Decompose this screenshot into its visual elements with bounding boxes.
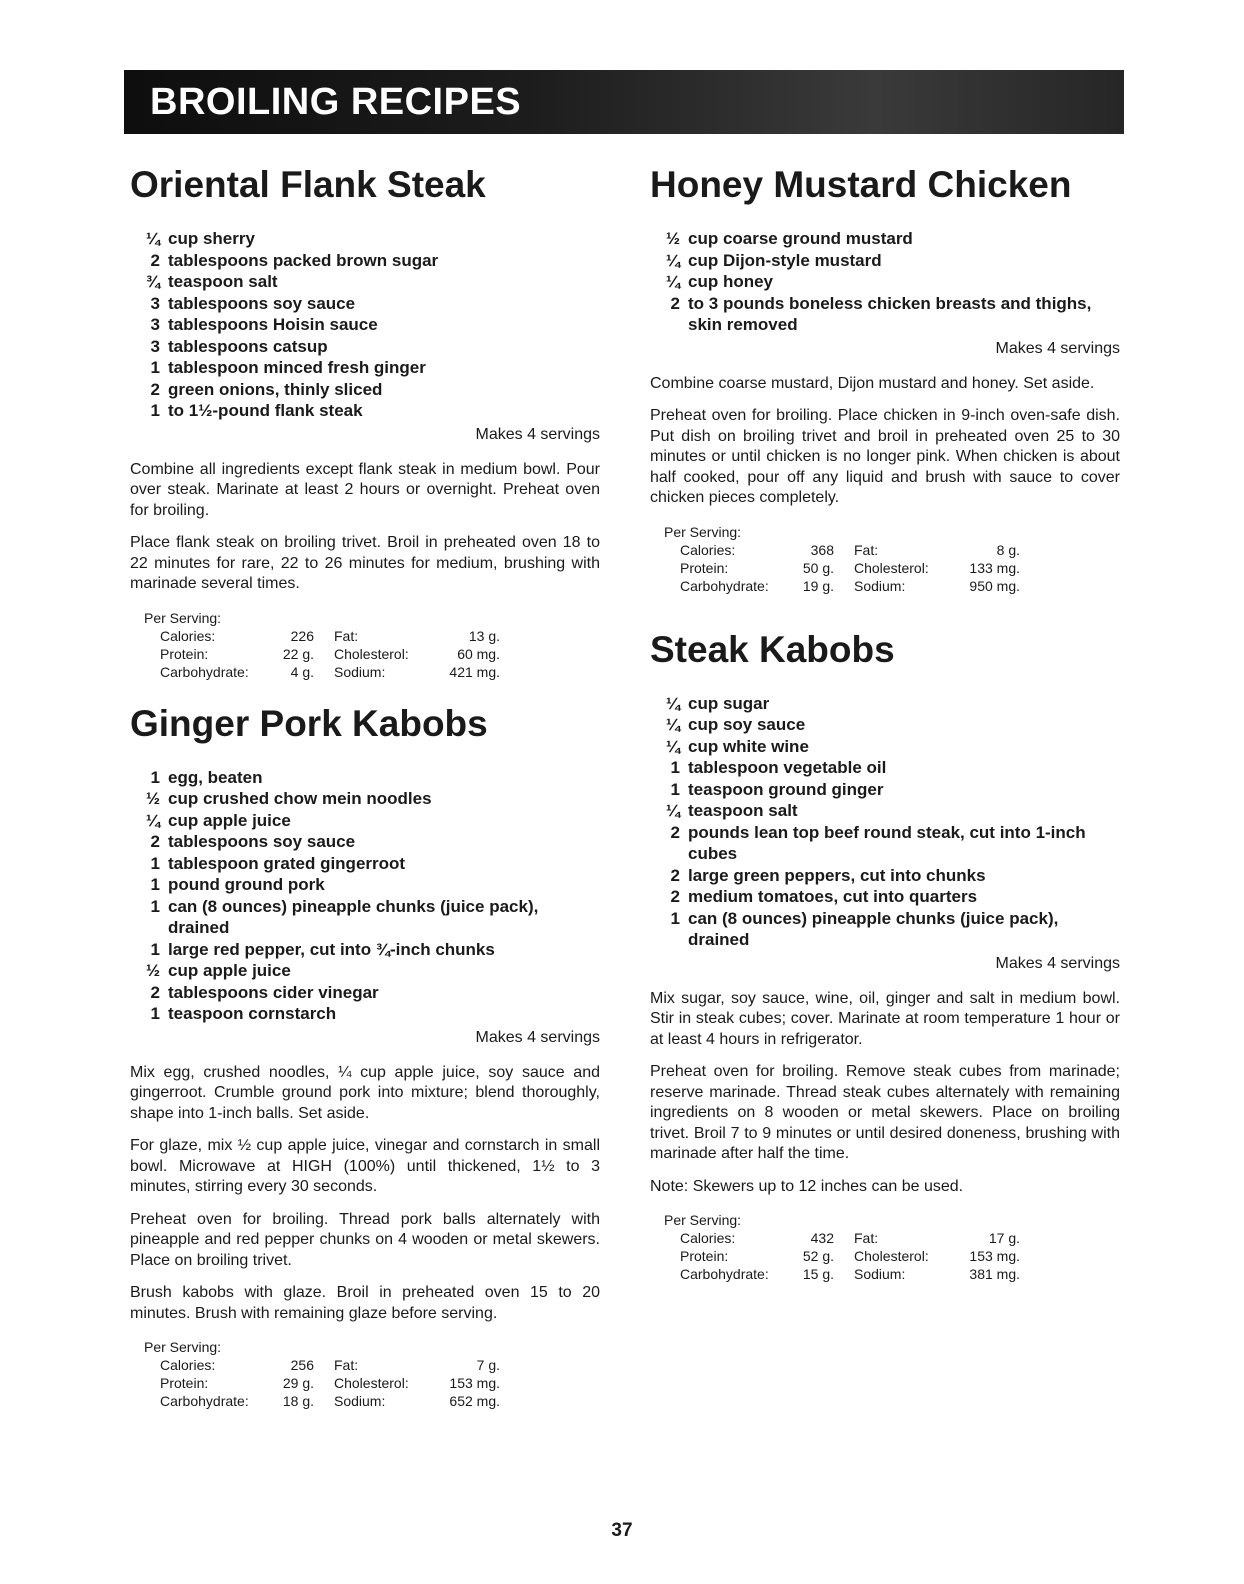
ingredient-text: large red pepper, cut into ¾-inch chunks bbox=[168, 939, 495, 959]
ingredient-amount: 1 bbox=[150, 896, 160, 916]
ingredient-item bbox=[130, 810, 600, 832]
right-column bbox=[650, 160, 1120, 1283]
page-number: 37 bbox=[611, 1520, 633, 1541]
ingredient-text: cup Dijon-style mustard bbox=[688, 250, 882, 270]
ingredient-text: green onions, thinly sliced bbox=[168, 379, 383, 399]
ingredient-item bbox=[650, 293, 1120, 336]
ingredient-text: to 3 pounds boneless chicken breasts and thighs, skin removed bbox=[688, 293, 1092, 334]
ingredient-item bbox=[650, 693, 1120, 715]
ingredient-text: teaspoon salt bbox=[168, 272, 278, 291]
nutrition-cell: 256 bbox=[290, 1357, 314, 1373]
nutrition-row bbox=[650, 1265, 1120, 1283]
ingredient-item bbox=[130, 228, 600, 250]
nutrition-cell: 153 mg. bbox=[449, 1375, 500, 1391]
ingredient-text: tablespoons soy sauce bbox=[168, 832, 356, 851]
nutrition-header: Per Serving: bbox=[144, 1339, 222, 1355]
nutrition-row bbox=[650, 1247, 1120, 1265]
ingredient-item bbox=[130, 831, 600, 853]
ingredient-amount: 2 bbox=[670, 293, 680, 313]
ingredient-item bbox=[130, 874, 600, 896]
ingredient-list bbox=[650, 228, 1120, 336]
ingredient-item bbox=[650, 228, 1120, 250]
ingredient-item bbox=[650, 271, 1120, 293]
nutrition-cell: 18 g. bbox=[282, 1393, 314, 1409]
ingredient-text: can (8 ounces) pineapple chunks (juice pack), drained bbox=[688, 908, 1059, 949]
ingredient-text: pound ground pork bbox=[168, 875, 325, 894]
recipe-title: Steak Kabobs bbox=[650, 628, 895, 670]
nutrition-cell: 17 g. bbox=[988, 1230, 1020, 1246]
ingredient-text: cup crushed chow mein noodles bbox=[168, 789, 432, 808]
nutrition-cell: Fat: bbox=[854, 541, 879, 558]
ingredient-amount: 1 bbox=[670, 908, 680, 928]
nutrition-row bbox=[650, 559, 1120, 577]
ingredient-amount: ¼ bbox=[665, 715, 680, 734]
ingredient-amount: 1 bbox=[150, 853, 160, 873]
nutrition-cell: 368 bbox=[810, 541, 834, 558]
instructions bbox=[650, 989, 1120, 1165]
ingredient-item bbox=[130, 293, 600, 315]
note-label: Note: bbox=[650, 1177, 689, 1195]
ingredient-amount: 2 bbox=[150, 250, 160, 270]
nutrition-cell: 432 bbox=[810, 1230, 834, 1246]
instructions bbox=[650, 374, 1120, 509]
ingredient-amount: 2 bbox=[670, 865, 680, 885]
nutrition-row bbox=[650, 541, 1120, 559]
ingredient-amount: 2 bbox=[670, 822, 680, 842]
ingredient-text: to 1½-pound flank steak bbox=[168, 401, 363, 420]
ingredient-amount: 1 bbox=[150, 939, 160, 959]
ingredient-amount: 2 bbox=[150, 379, 160, 399]
nutrition-row bbox=[130, 645, 600, 663]
ingredient-text: tablespoons cider vinegar bbox=[168, 982, 379, 1002]
ingredient-text: can (8 ounces) pineapple chunks (juice pack), drained bbox=[168, 896, 539, 937]
servings-yield: Makes 4 servings bbox=[995, 954, 1120, 972]
note bbox=[650, 1177, 1120, 1198]
ingredient-item bbox=[130, 357, 600, 379]
nutrition-cell: Cholesterol: bbox=[854, 1248, 929, 1264]
ingredient-text: pounds lean top beef round steak, cut into 1-inch cubes bbox=[688, 822, 1086, 863]
section-banner bbox=[124, 70, 1124, 134]
ingredient-amount: ¼ bbox=[145, 810, 160, 830]
ingredient-amount: 1 bbox=[150, 358, 160, 377]
nutrition-cell: Carbohydrate: bbox=[160, 663, 249, 680]
servings-yield: Makes 4 servings bbox=[995, 339, 1120, 357]
ingredient-text: tablespoons Hoisin sauce bbox=[168, 315, 378, 334]
ingredient-item bbox=[130, 400, 600, 422]
nutrition-cell: 153 mg. bbox=[969, 1248, 1020, 1264]
instruction-step: Mix egg, crushed noodles, ¼ cup apple juice, soy sauce and gingerroot. Crumble ground pork into mixture; blend thoroughly, shape into 1-inch balls. Set aside. bbox=[130, 1063, 600, 1122]
ingredient-amount: 2 bbox=[150, 982, 160, 1002]
ingredient-text: cup soy sauce bbox=[688, 715, 806, 734]
ingredient-item bbox=[130, 853, 600, 875]
nutrition-cell: Carbohydrate: bbox=[680, 1266, 769, 1282]
ingredient-amount: ¼ bbox=[665, 250, 680, 270]
instruction-step: Preheat oven for broiling. Remove steak cubes from marinade; reserve marinade. Thread steak cubes alternately with remaining ingredients on 8 wooden or metal skewers. Place on broiling trivet. Broil 7 to 9 minutes or until desired doneness, brushing with marinade after half the time. bbox=[650, 1063, 1120, 1162]
nutrition-cell: Protein: bbox=[160, 645, 209, 662]
nutrition-cell: Fat: bbox=[334, 627, 359, 644]
nutrition-cell: Calories: bbox=[160, 627, 216, 644]
ingredient-amount: 3 bbox=[150, 336, 160, 356]
ingredient-item bbox=[650, 886, 1120, 908]
nutrition-cell: 133 mg. bbox=[969, 559, 1020, 576]
instruction-step: For glaze, mix ½ cup apple juice, vinegar and cornstarch in small bowl. Microwave at HIGH (100%) until thickened, 1½ to 3 minutes, stirring every 30 seconds. bbox=[130, 1137, 600, 1195]
nutrition-cell: Calories: bbox=[680, 541, 736, 558]
ingredient-text: tablespoon vegetable oil bbox=[688, 758, 887, 777]
nutrition-cell: 421 mg. bbox=[449, 663, 500, 680]
ingredient-text: tablespoons packed brown sugar bbox=[168, 250, 439, 270]
ingredient-amount: 1 bbox=[150, 401, 160, 420]
nutrition-table bbox=[130, 609, 600, 681]
ingredient-list bbox=[650, 693, 1120, 951]
ingredient-item bbox=[130, 767, 600, 789]
note-text: Skewers up to 12 inches can be used. bbox=[692, 1177, 964, 1195]
ingredient-text: teaspoon ground ginger bbox=[688, 779, 884, 799]
ingredient-text: tablespoon minced fresh ginger bbox=[168, 358, 426, 377]
ingredient-amount: ¼ bbox=[665, 736, 680, 756]
nutrition-row bbox=[130, 1392, 600, 1410]
ingredient-item bbox=[130, 960, 600, 982]
nutrition-row bbox=[650, 1229, 1120, 1247]
instruction-step: Combine all ingredients except flank steak in medium bowl. Pour over steak. Marinate at least 2 hours or overnight. Preheat oven for broiling. bbox=[130, 460, 600, 519]
ingredient-text: egg, beaten bbox=[168, 767, 263, 787]
nutrition-cell: Sodium: bbox=[334, 1393, 386, 1409]
nutrition-cell: Cholesterol: bbox=[334, 1375, 409, 1391]
ingredient-text: cup honey bbox=[688, 272, 774, 291]
nutrition-cell: Protein: bbox=[160, 1375, 209, 1391]
ingredient-amount: 1 bbox=[150, 875, 160, 894]
nutrition-cell: 652 mg. bbox=[449, 1393, 500, 1409]
nutrition-table bbox=[650, 1211, 1120, 1283]
nutrition-cell: 60 mg. bbox=[457, 645, 500, 662]
nutrition-cell: 52 g. bbox=[802, 1248, 834, 1264]
nutrition-row bbox=[130, 1374, 600, 1392]
ingredient-amount: ¼ bbox=[665, 693, 680, 713]
ingredient-amount: 1 bbox=[670, 779, 680, 799]
ingredient-text: teaspoon salt bbox=[688, 801, 798, 820]
nutrition-cell: 8 g. bbox=[996, 541, 1020, 558]
ingredient-item bbox=[650, 822, 1120, 865]
recipe-ginger-pork-kabobs bbox=[130, 699, 600, 1411]
ingredient-text: cup sugar bbox=[688, 693, 770, 713]
nutrition-header: Per Serving: bbox=[664, 1212, 742, 1228]
ingredient-amount: 1 bbox=[670, 758, 680, 777]
ingredient-amount: 2 bbox=[150, 832, 160, 851]
ingredient-item bbox=[650, 908, 1120, 951]
recipe-oriental-flank-steak bbox=[130, 160, 600, 681]
ingredient-amount: 1 bbox=[150, 1004, 160, 1023]
recipe-steak-kabobs bbox=[650, 625, 1120, 1284]
nutrition-cell: Calories: bbox=[680, 1230, 736, 1246]
nutrition-cell: 7 g. bbox=[476, 1357, 500, 1373]
nutrition-cell: 29 g. bbox=[282, 1375, 314, 1391]
recipe-title: Oriental Flank Steak bbox=[130, 164, 486, 205]
ingredient-item bbox=[130, 939, 600, 961]
ingredient-item bbox=[650, 865, 1120, 887]
ingredient-amount: ½ bbox=[665, 229, 680, 248]
ingredient-item bbox=[130, 379, 600, 401]
nutrition-cell: Carbohydrate: bbox=[680, 577, 769, 594]
nutrition-cell: Cholesterol: bbox=[334, 645, 409, 662]
nutrition-cell: Fat: bbox=[854, 1230, 879, 1246]
nutrition-cell: 4 g. bbox=[290, 663, 314, 680]
nutrition-row bbox=[130, 627, 600, 645]
nutrition-cell: Sodium: bbox=[334, 663, 386, 680]
ingredient-text: cup sherry bbox=[168, 229, 255, 248]
ingredient-amount: ¼ bbox=[665, 801, 680, 820]
nutrition-table bbox=[130, 1338, 600, 1410]
ingredient-text: large green peppers, cut into chunks bbox=[688, 865, 986, 885]
recipe-title: Honey Mustard Chicken bbox=[650, 164, 1072, 205]
ingredient-text: tablespoons soy sauce bbox=[168, 293, 356, 313]
ingredient-text: tablespoon grated gingerroot bbox=[168, 853, 406, 873]
nutrition-cell: 226 bbox=[290, 627, 314, 644]
ingredient-list bbox=[130, 228, 600, 422]
nutrition-cell: Carbohydrate: bbox=[160, 1393, 249, 1409]
nutrition-cell: Sodium: bbox=[854, 577, 906, 594]
ingredient-item bbox=[130, 982, 600, 1004]
nutrition-cell: Sodium: bbox=[854, 1266, 906, 1282]
instructions bbox=[130, 460, 600, 595]
ingredient-item bbox=[650, 250, 1120, 272]
recipe-honey-mustard-chicken bbox=[650, 160, 1120, 595]
ingredient-item bbox=[130, 788, 600, 810]
nutrition-header: Per Serving: bbox=[144, 609, 222, 626]
instruction-step: Brush kabobs with glaze. Broil in preheated oven 15 to 20 minutes. Brush with remaining glaze before serving. bbox=[130, 1284, 600, 1322]
nutrition-cell: 13 g. bbox=[468, 627, 500, 644]
ingredient-item bbox=[130, 1003, 600, 1025]
nutrition-table bbox=[650, 523, 1120, 595]
nutrition-cell: Protein: bbox=[680, 1248, 729, 1264]
ingredient-text: cup apple juice bbox=[168, 961, 291, 980]
nutrition-cell: Protein: bbox=[680, 559, 729, 576]
ingredient-amount: 3 bbox=[150, 315, 160, 334]
nutrition-row bbox=[130, 663, 600, 681]
ingredient-item bbox=[130, 896, 600, 939]
instruction-step: Mix sugar, soy sauce, wine, oil, ginger and salt in medium bowl. Stir in steak cubes; cover. Marinate at room temperature 1 hour or at least 4 hours in refrigerator. bbox=[650, 989, 1120, 1048]
ingredient-text: medium tomatoes, cut into quarters bbox=[688, 887, 978, 906]
ingredient-amount: ½ bbox=[145, 789, 160, 808]
ingredient-item bbox=[130, 336, 600, 358]
ingredient-amount: ¼ bbox=[145, 229, 160, 248]
nutrition-cell: Fat: bbox=[334, 1357, 359, 1373]
nutrition-cell: 19 g. bbox=[802, 577, 834, 594]
nutrition-cell: 50 g. bbox=[802, 559, 834, 576]
ingredient-amount: 2 bbox=[670, 887, 680, 906]
ingredient-item bbox=[650, 779, 1120, 801]
ingredient-text: teaspoon cornstarch bbox=[168, 1004, 337, 1023]
servings-yield: Makes 4 servings bbox=[475, 425, 600, 443]
ingredient-item bbox=[130, 250, 600, 272]
ingredient-item bbox=[650, 800, 1120, 822]
nutrition-cell: Cholesterol: bbox=[854, 559, 929, 576]
ingredient-item bbox=[650, 736, 1120, 758]
instruction-step: Place flank steak on broiling trivet. Broil in preheated oven 18 to 22 minutes for rare, 22 to 26 minutes for medium, brushing with marinade several times. bbox=[130, 534, 600, 592]
ingredient-amount: ¾ bbox=[145, 272, 160, 291]
ingredient-text: cup coarse ground mustard bbox=[688, 229, 913, 248]
nutrition-header: Per Serving: bbox=[664, 523, 742, 540]
ingredient-item bbox=[650, 757, 1120, 779]
left-column bbox=[130, 160, 600, 1410]
nutrition-row bbox=[650, 577, 1120, 595]
ingredient-amount: ¼ bbox=[665, 272, 680, 291]
ingredient-list bbox=[130, 767, 600, 1025]
ingredient-item bbox=[130, 271, 600, 293]
ingredient-amount: ½ bbox=[145, 961, 160, 980]
ingredient-item bbox=[130, 314, 600, 336]
instruction-step: Preheat oven for broiling. Place chicken in 9-inch oven-safe dish. Put dish on broiling trivet and broil in preheated oven 25 to 30 minutes or until chicken is no longer pink. When chicken is about half cooked, pour off any liquid and brush with sauce to cover chicken pieces completely. bbox=[650, 407, 1120, 506]
instructions bbox=[130, 1063, 600, 1325]
ingredient-amount: 1 bbox=[150, 767, 160, 787]
nutrition-row bbox=[130, 1356, 600, 1374]
nutrition-cell: 22 g. bbox=[282, 645, 314, 662]
ingredient-text: cup white wine bbox=[688, 736, 809, 756]
ingredient-text: cup apple juice bbox=[168, 810, 291, 830]
servings-yield: Makes 4 servings bbox=[475, 1028, 600, 1046]
banner-title: BROILING RECIPES bbox=[150, 81, 522, 123]
nutrition-cell: 381 mg. bbox=[969, 1266, 1020, 1282]
ingredient-text: tablespoons catsup bbox=[168, 336, 328, 356]
nutrition-cell: Calories: bbox=[160, 1357, 216, 1373]
instruction-step: Preheat oven for broiling. Thread pork balls alternately with pineapple and red pepper chunks on 4 wooden or metal skewers. Place on broiling trivet. bbox=[130, 1210, 600, 1269]
nutrition-cell: 15 g. bbox=[802, 1266, 834, 1282]
ingredient-item bbox=[650, 714, 1120, 736]
nutrition-cell: 950 mg. bbox=[969, 577, 1020, 594]
ingredient-amount: 3 bbox=[150, 293, 160, 313]
instruction-step: Combine coarse mustard, Dijon mustard and honey. Set aside. bbox=[650, 374, 1095, 392]
recipe-title: Ginger Pork Kabobs bbox=[130, 702, 488, 744]
